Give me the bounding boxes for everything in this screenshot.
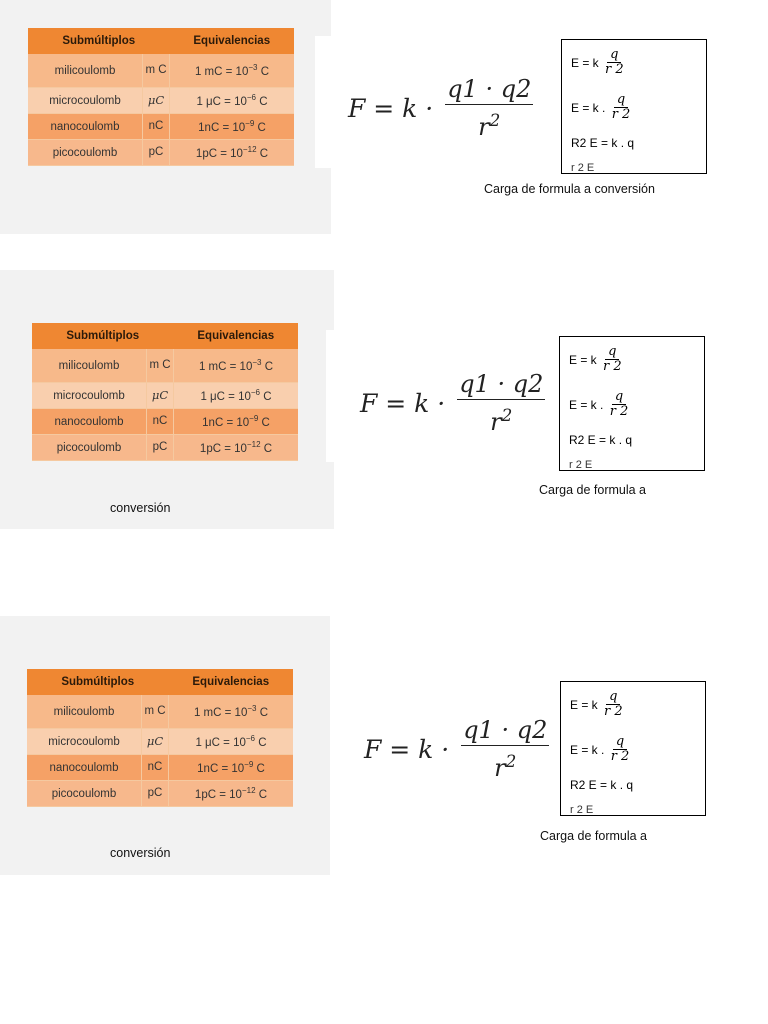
unit-name: microcoulomb	[28, 88, 143, 114]
submultiples-table-3	[27, 669, 293, 807]
unit-equivalence: 1 mC = $10^{-3}$ C	[169, 695, 294, 729]
formula-box-3: E = k q r 2 E = k . q r 2 R2 E = k . q r 2 E	[560, 681, 706, 816]
unit-name: milicoulomb	[32, 349, 147, 383]
coulomb-formula-1: F = k · $\frac{q1 \cdot q2}{r^2}$	[348, 75, 532, 141]
unit-name: picocoulomb	[27, 781, 142, 807]
unit-symbol: nC	[143, 114, 170, 140]
caption-2-right: Carga de formula a	[539, 483, 647, 497]
caption-3-left: conversión	[110, 846, 171, 860]
unit-equivalence: 1 $\mu C = 10^{-6}$ C	[174, 383, 299, 409]
unit-name: picocoulomb	[28, 140, 143, 166]
unit-name: milicoulomb	[27, 695, 142, 729]
unit-name: nanocoulomb	[28, 114, 143, 140]
unit-symbol: nC	[147, 409, 174, 435]
unit-symbol: μC	[143, 88, 170, 114]
caption-3-right: Carga de formula a	[540, 829, 648, 843]
caption-1: Carga de formula a conversión	[484, 182, 655, 196]
unit-name: nanocoulomb	[32, 409, 147, 435]
unit-symbol: μC	[147, 383, 174, 409]
unit-symbol: nC	[142, 755, 169, 781]
unit-equivalence: 1 $\mu C = 10^{-6}$ C	[170, 88, 295, 114]
unit-name: picocoulomb	[32, 435, 147, 461]
unit-equivalence: 1 $\mu C = 10^{-6}$ C	[169, 729, 294, 755]
header-submultiplos: Submúltiplos	[28, 28, 170, 54]
unit-equivalence: $1nC = 10^{-9}$ C	[169, 755, 294, 781]
formula-box-2: E = k q r 2 E = k . q r 2 R2 E = k . q r 2 E	[559, 336, 705, 471]
header-submultiplos: Submúltiplos	[32, 323, 174, 349]
unit-name: microcoulomb	[27, 729, 142, 755]
formula-box-1: E = k q r 2 E = k . q r 2 R2 E = k . q r 2 E	[561, 39, 707, 174]
header-equivalencias: Equivalencias	[170, 28, 295, 54]
unit-symbol: m C	[142, 695, 169, 729]
coulomb-formula-3: F = k · $\frac{q1 \cdot q2}{r^2}$	[364, 716, 548, 782]
unit-equivalence: 1 mC = $10^{-3}$ C	[170, 54, 295, 88]
unit-name: nanocoulomb	[27, 755, 142, 781]
unit-equivalence: 1 mC = $10^{-3}$ C	[174, 349, 299, 383]
header-equivalencias: Equivalencias	[174, 323, 299, 349]
unit-symbol: pC	[143, 140, 170, 166]
coulomb-formula-2: F = k · $\frac{q1 \cdot q2}{r^2}$	[360, 370, 544, 436]
header-submultiplos: Submúltiplos	[27, 669, 169, 695]
submultiples-table-1	[28, 28, 294, 166]
submultiples-table-2	[32, 323, 298, 461]
caption-2-left: conversión	[110, 501, 171, 515]
unit-symbol: pC	[142, 781, 169, 807]
unit-symbol: m C	[143, 54, 170, 88]
unit-name: microcoulomb	[32, 383, 147, 409]
unit-equivalence: $1nC = 10^{-9}$ C	[170, 114, 295, 140]
unit-symbol: μC	[142, 729, 169, 755]
unit-equivalence: $1pC = 10^{-12}$ C	[174, 435, 299, 461]
unit-name: milicoulomb	[28, 54, 143, 88]
unit-equivalence: $1pC = 10^{-12}$ C	[170, 140, 295, 166]
unit-equivalence: $1pC = 10^{-12}$ C	[169, 781, 294, 807]
unit-symbol: m C	[147, 349, 174, 383]
unit-symbol: pC	[147, 435, 174, 461]
unit-equivalence: $1nC = 10^{-9}$ C	[174, 409, 299, 435]
header-equivalencias: Equivalencias	[169, 669, 294, 695]
